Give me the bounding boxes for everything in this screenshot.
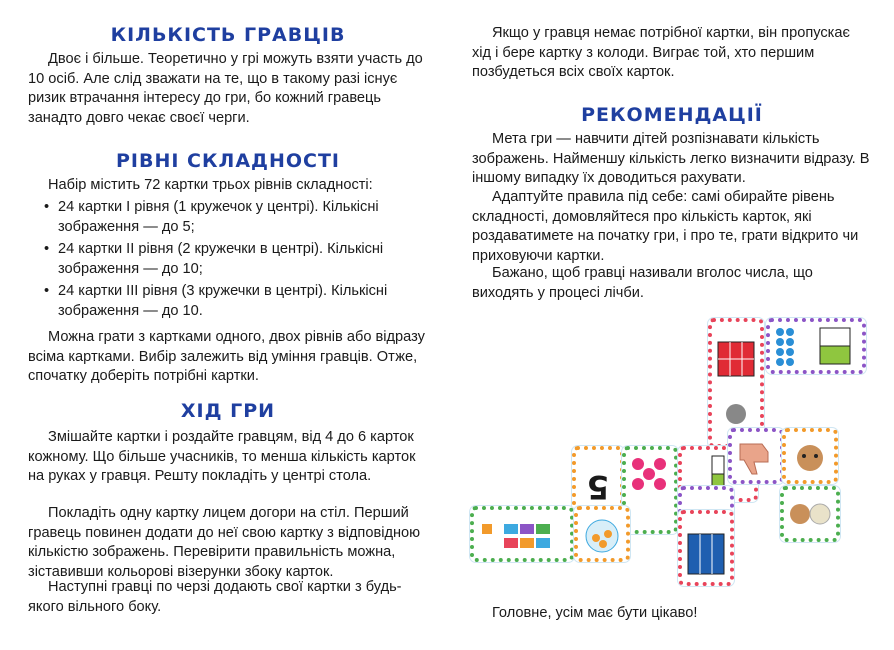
level-dot-icon <box>726 404 746 424</box>
thumb-down-icon <box>732 432 780 480</box>
domino-card-fishbowl <box>574 506 630 562</box>
recommendations-paragraph-1: Мета гри — навчити дітей розпізнавати кількість зображень. Найменшу кількість легко визначити відразу. В іншому випадку їх доводиться рахувати. <box>472 131 870 186</box>
levels-title: РІВНІ СКЛАДНОСТІ <box>116 150 340 172</box>
bars-picture <box>712 322 760 444</box>
domino-card-bottom <box>678 510 734 586</box>
game-paragraph-3: Наступні гравці по черзі додають свої картки з будь-якого вільного боку. <box>28 579 402 615</box>
dots-picture <box>770 322 862 370</box>
domino-illustration <box>466 310 866 590</box>
skip-text: Якщо у гравця немає потрібної картки, він пропускає хід і бере картку з колоди. Виграє той, хто першим позбудеться всіх своїх карток. <box>472 25 850 80</box>
pink-dots-picture <box>626 450 674 530</box>
domino-card-top-right <box>766 318 866 374</box>
levels-list <box>28 198 428 324</box>
levels-intro: Набір містить 72 картки трьох рівнів складності: <box>48 177 373 193</box>
game-paragraph-1: Змішайте картки і роздайте гравцям, від 4 до 6 карток кожному. Що більше учасників, то менша кількість карток на руках у гравця. Решту покладіть у центрі стола. <box>28 429 416 484</box>
closing-text: Головне, усім має бути цікаво! <box>492 605 698 621</box>
animals-icon <box>784 490 836 538</box>
recommendations-paragraph-2: Адаптуйте правила під себе: самі обирайте рівень складності, домовляйтеся про кількість карток, які роздаватимете на початку гри, і про те, грати відкрито чи приховуючи картки. <box>472 189 859 264</box>
recommendations-paragraph-3: Бажано, щоб гравці називали вголос числа, що виходять у процесі лічби. <box>472 265 813 301</box>
train-picture <box>474 510 570 558</box>
game-paragraph-2: Покладіть одну картку лицем догори на стіл. Перший гравець повинен додати до неї свою картку з відповідною кількістю зображень. Перевірити правильність можна, зіставивши кольорові візерунки збоку карток. <box>28 505 421 580</box>
players-title: КІЛЬКІСТЬ ГРАВЦІВ <box>110 24 346 46</box>
levels-item-2: • 24 картки ІІ рівня (2 кружечки в центрі). Кількісні зображення — до 10; <box>28 240 428 279</box>
domino-card-dog <box>782 428 838 484</box>
domino-card-animals <box>780 486 840 542</box>
digit-five: 5 <box>586 468 610 506</box>
domino-card-trains <box>470 506 574 562</box>
blue-bars-picture <box>682 514 730 582</box>
fishbowl-icon <box>578 510 626 558</box>
levels-item-3: • 24 картки ІІІ рівня (3 кружечки в центрі). Кількісні зображення — до 10. <box>28 282 428 321</box>
game-title: ХІД ГРИ <box>180 400 276 422</box>
domino-card-pink-dots <box>622 446 678 534</box>
domino-card-hand <box>728 428 784 484</box>
levels-note: Можна грати з картками одного, двох рівнів або відразу всіма картками. Вибір залежить від уміння гравців. Отже, спочатку доберіть потрібні картки. <box>28 329 425 384</box>
recommendations-title: РЕКОМЕНДАЦІЇ <box>581 104 763 126</box>
dog-icon <box>786 432 834 480</box>
players-text: Двоє і більше. Теоретично у грі можуть взяти участь до 10 осіб. Але слід зважати на те, що в такому разі існує ризик втрачання інтересу до гри, бо кожний гравець занадто довго чекає своєї черги. <box>28 51 423 126</box>
levels-item-1: • 24 картки І рівня (1 кружечок у центрі). Кількісні зображення — до 5; <box>28 198 428 237</box>
